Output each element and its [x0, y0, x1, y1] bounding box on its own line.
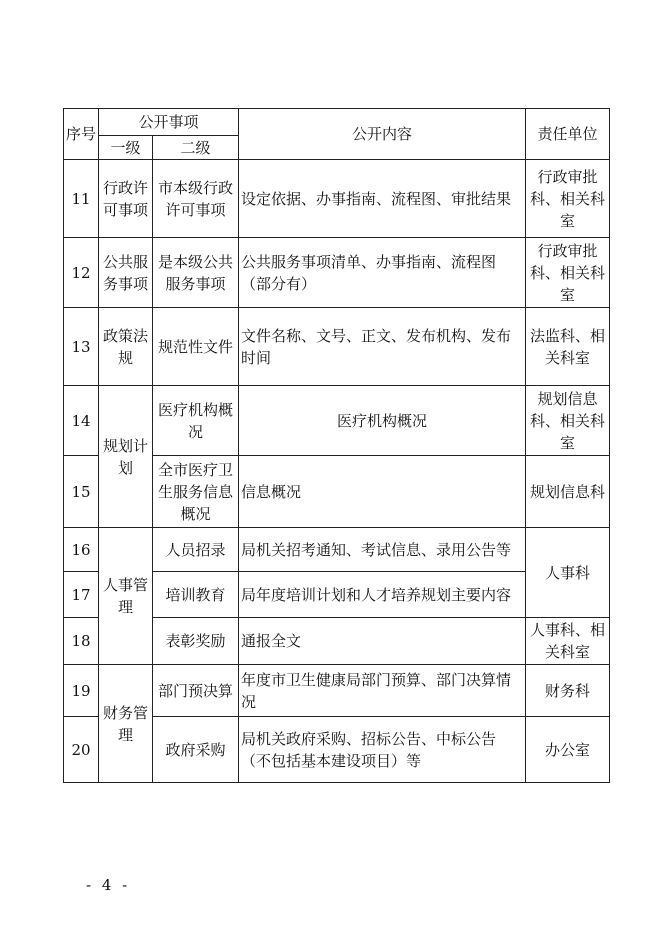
header-level2: 二级 — [153, 136, 239, 160]
content-cell: 局年度培训计划和人才培养规划主要内容 — [239, 572, 526, 618]
group-planning-cell: 规划计划 — [99, 386, 153, 528]
row-number: 18 — [64, 618, 99, 665]
header-items: 公开事项 — [99, 109, 239, 136]
group-personnel-cell: 人事管理 — [99, 528, 153, 665]
table-row — [64, 238, 610, 308]
row-number: 12 — [64, 238, 99, 308]
table-row — [64, 528, 610, 572]
table-row — [64, 665, 610, 717]
level2-cell: 政府采购 — [153, 717, 239, 783]
level2-cell: 部门预决算 — [153, 665, 239, 717]
unit-cell: 规划信息科、相关科室 — [526, 386, 610, 456]
level1-cell: 政策法规 — [99, 308, 153, 386]
content-cell: 通报全文 — [239, 618, 526, 665]
unit-cell: 财务科 — [526, 665, 610, 717]
page-number: - 4 - — [86, 876, 131, 894]
row-number: 15 — [64, 456, 99, 528]
header-level1: 一级 — [99, 136, 153, 160]
content-cell: 信息概况 — [239, 456, 526, 528]
level2-cell: 表彰奖励 — [153, 618, 239, 665]
row-number: 20 — [64, 717, 99, 783]
content-cell: 公共服务事项清单、办事指南、流程图（部分有） — [239, 238, 526, 308]
row-number: 19 — [64, 665, 99, 717]
row-number: 13 — [64, 308, 99, 386]
row-number: 16 — [64, 528, 99, 572]
unit-cell: 行政审批科、相关科室 — [526, 160, 610, 238]
disclosure-table — [63, 108, 610, 783]
level1-cell: 公共服务事项 — [99, 238, 153, 308]
content-cell: 年度市卫生健康局部门预算、部门决算情况 — [239, 665, 526, 717]
unit-cell: 行政审批科、相关科室 — [526, 238, 610, 308]
header-unit: 责任单位 — [526, 109, 610, 160]
row-number: 14 — [64, 386, 99, 456]
content-cell: 设定依据、办事指南、流程图、审批结果 — [239, 160, 526, 238]
table-row — [64, 160, 610, 238]
row-number: 11 — [64, 160, 99, 238]
header-seq: 序号 — [64, 109, 99, 160]
level2-cell: 医疗机构概况 — [153, 386, 239, 456]
unit-cell: 办公室 — [526, 717, 610, 783]
level2-cell: 培训教育 — [153, 572, 239, 618]
row-number: 17 — [64, 572, 99, 618]
level1-cell: 行政许可事项 — [99, 160, 153, 238]
content-cell: 医疗机构概况 — [239, 386, 526, 456]
level2-cell: 人员招录 — [153, 528, 239, 572]
level2-cell: 是本级公共服务事项 — [153, 238, 239, 308]
table-row — [64, 386, 610, 456]
unit-cell: 规划信息科 — [526, 456, 610, 528]
level2-cell: 市本级行政许可事项 — [153, 160, 239, 238]
content-cell: 局机关招考通知、考试信息、录用公告等 — [239, 528, 526, 572]
level2-cell: 全市医疗卫生服务信息概况 — [153, 456, 239, 528]
unit-cell: 法监科、相关科室 — [526, 308, 610, 386]
level2-cell: 规范性文件 — [153, 308, 239, 386]
header-content: 公开内容 — [239, 109, 526, 160]
unit-cell: 人事科、相关科室 — [526, 618, 610, 665]
group-finance-cell: 财务管理 — [99, 665, 153, 783]
table-row — [64, 308, 610, 386]
content-cell: 文件名称、文号、正文、发布机构、发布时间 — [239, 308, 526, 386]
unit-cell: 人事科 — [526, 528, 610, 618]
content-cell: 局机关政府采购、招标公告、中标公告（不包括基本建设项目）等 — [239, 717, 526, 783]
